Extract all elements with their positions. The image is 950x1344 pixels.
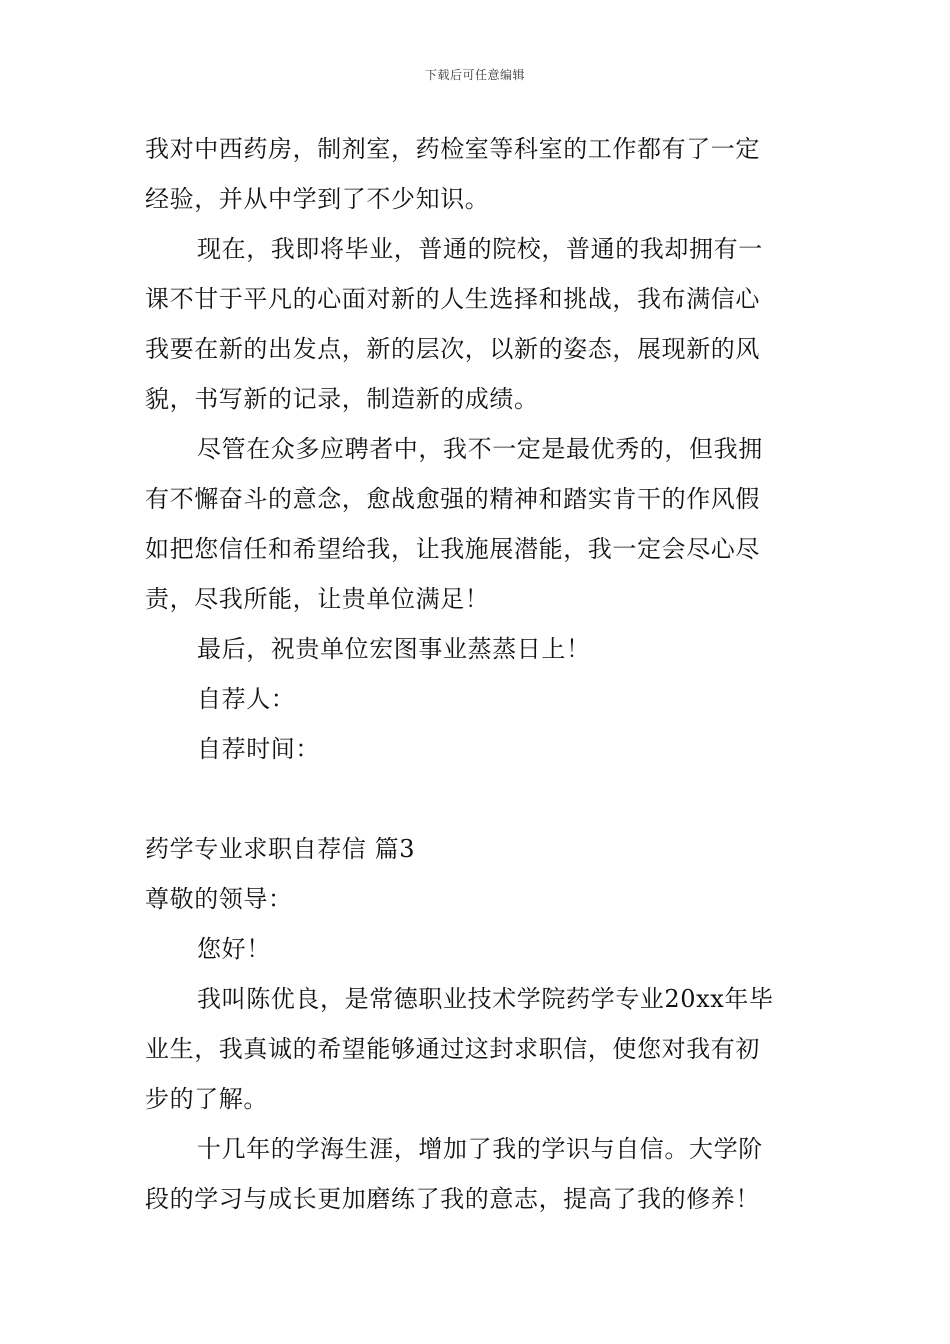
body-line: 貌，书写新的记录，制造新的成绩。 — [145, 385, 539, 413]
signature-label: 自荐人： — [197, 685, 296, 713]
document-body — [145, 124, 807, 1224]
body-line: 课不甘于平凡的心面对新的人生选择和挑战，我布满信心 — [145, 285, 760, 313]
paragraph-start-line: 十几年的学海生涯，增加了我的学识与自信。大学阶 — [197, 1135, 763, 1163]
date-label: 自荐时间： — [197, 735, 320, 763]
section-gap — [145, 774, 807, 824]
body-line: 有不懈奋斗的意念，愈战愈强的精神和踏实肯干的作风假 — [145, 485, 760, 513]
body-line: 如把您信任和希望给我，让我施展潜能，我一定会尽心尽 — [145, 535, 760, 563]
closing-wish: 最后，祝贵单位宏图事业蒸蒸日上！ — [197, 635, 591, 663]
body-line: 步的了解。 — [145, 1085, 268, 1113]
body-line: 业生，我真诚的希望能够通过这封求职信，使您对我有初 — [145, 1035, 760, 1063]
body-line: 经验，并从中学到了不少知识。 — [145, 185, 490, 213]
body-line: 我对中西药房，制剂室，药检室等科室的工作都有了一定 — [145, 135, 760, 163]
salutation: 尊敬的领导： — [145, 885, 293, 913]
paragraph-start-line: 我叫陈优良，是常德职业技术学院药学专业20xx年毕 — [197, 985, 774, 1013]
paragraph-start-line: 现在，我即将毕业，普通的院校，普通的我却拥有一 — [197, 235, 763, 263]
body-line: 我要在新的出发点，新的层次，以新的姿态，展现新的风 — [145, 335, 760, 363]
section-title: 药学专业求职自荐信 篇3 — [145, 835, 416, 863]
body-line: 段的学习与成长更加磨练了我的意志，提高了我的修养！ — [145, 1185, 760, 1213]
paragraph-start-line: 尽管在众多应聘者中，我不一定是最优秀的，但我拥 — [197, 435, 763, 463]
page-header-note: 下载后可任意编辑 — [424, 68, 525, 82]
body-line: 责，尽我所能，让贵单位满足！ — [145, 585, 490, 613]
greeting: 您好！ — [197, 935, 271, 963]
